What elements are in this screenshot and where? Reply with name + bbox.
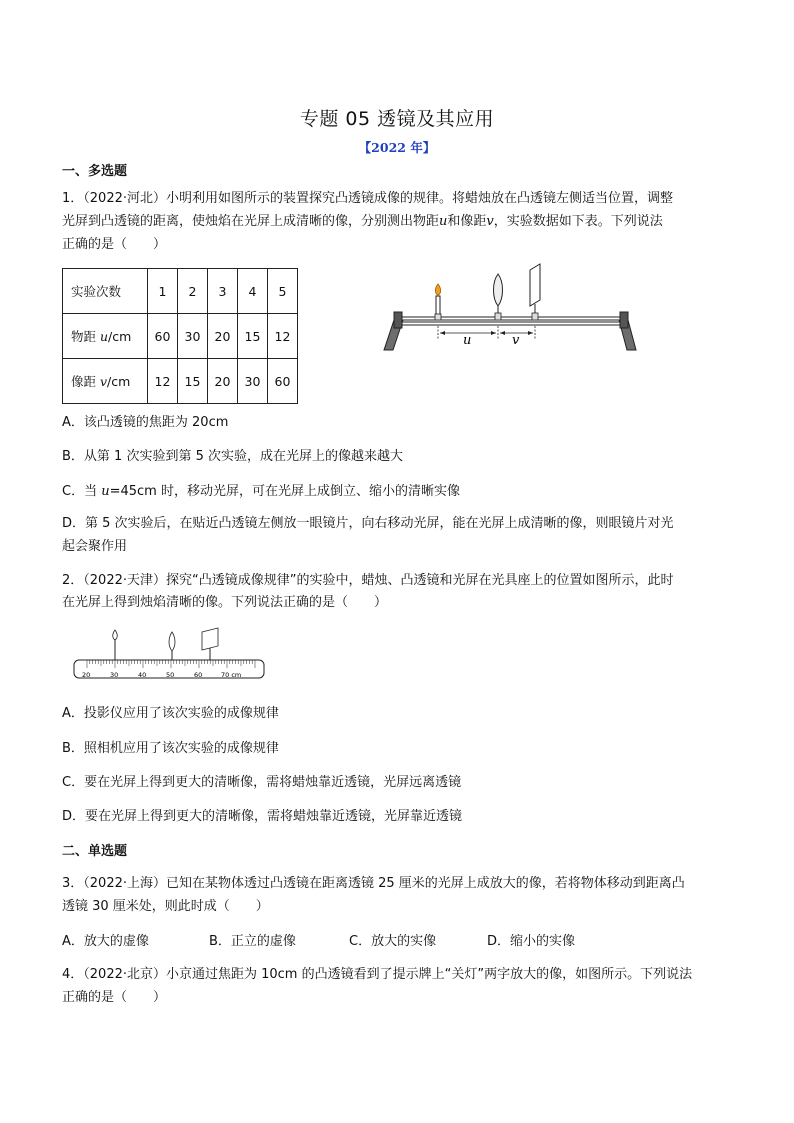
- option-text: C．当: [62, 484, 102, 499]
- page-title: 专题 05 透镜及其应用: [299, 108, 495, 130]
- bench-rail: [402, 322, 620, 325]
- table-cell: 30: [238, 359, 268, 404]
- q1-data-table: [62, 268, 298, 404]
- table-cell: 20: [208, 359, 238, 404]
- option-text: D．第 5 次实验后，在贴近凸透镜左侧放一眼镜片，向右移动光屏，能在光屏上成清晰的像，则眼镜片对光: [62, 516, 674, 531]
- table-cell: 60: [268, 359, 298, 404]
- table-cell: 15: [238, 314, 268, 359]
- table-cell: 3: [208, 269, 238, 314]
- table-cell: 60: [148, 314, 178, 359]
- table-cell: 2: [178, 269, 208, 314]
- q1-option-d-cont: 起会聚作用: [62, 539, 128, 554]
- light-screen-icon: [530, 264, 540, 320]
- q2-stem-line2: 在光屏上得到烛焰清晰的像。下列说法正确的是（ ）: [62, 595, 388, 610]
- q1-stem-text: 光屏到凸透镜的距离，使烛焰在光屏上成清晰的像，分别测出物距: [62, 214, 440, 229]
- q3-option-c[interactable]: C．放大的实像: [349, 934, 437, 949]
- optical-bench-figure: [378, 258, 644, 354]
- q2-option-c[interactable]: C．要在光屏上得到更大的清晰像，需将蜡烛靠近透镜，光屏远离透镜: [62, 775, 462, 790]
- unit-text: /cm: [107, 374, 131, 389]
- q2-option-a[interactable]: A．投影仪应用了该次实验的成像规律: [62, 706, 279, 721]
- q1-stem-text-end: ，实验数据如下表。下列说法: [493, 214, 663, 229]
- table-header-cell: [63, 359, 148, 404]
- q2-option-b[interactable]: B．照相机应用了该次实验的成像规律: [62, 741, 279, 756]
- table-row-object-distance: [63, 314, 298, 359]
- ruler-label: 40: [138, 671, 147, 679]
- q3-stem-line1: 3．（2022·上海）已知在某物体透过凸透镜在距离透镜 25 厘米的光屏上成放大的像，若将物体移动到距离凸: [62, 876, 685, 891]
- light-screen-icon: [202, 628, 218, 660]
- q4-stem-line1: 4．（2022·北京）小京通过焦距为 10cm 的凸透镜看到了提示牌上“关灯”两字放大的像，如图所示。下列说法: [62, 967, 693, 982]
- optical-bench-ruler-figure: [72, 624, 268, 682]
- table-cell: 1: [148, 269, 178, 314]
- table-cell: 4: [238, 269, 268, 314]
- ruler-label: 70 cm: [221, 671, 242, 679]
- candle-icon: [113, 630, 118, 660]
- label-text: 物距: [71, 329, 100, 344]
- q1-option-a[interactable]: A．该凸透镜的焦距为 20cm: [62, 415, 229, 430]
- q3-options-row: [62, 930, 734, 949]
- candle-icon: [435, 284, 441, 320]
- table-row-trials: [63, 269, 298, 314]
- q1-stem-line2: [62, 210, 734, 233]
- section-heading-single-choice: 二、单选题: [62, 844, 128, 859]
- label-text: 像距: [71, 374, 100, 389]
- table-cell: 30: [178, 314, 208, 359]
- option-text: =45cm 时，移动光屏，可在光屏上成倒立、缩小的清晰实像: [109, 484, 460, 499]
- table-cell: 5: [268, 269, 298, 314]
- q1-stem-line1: 1．（2022·河北）小明利用如图所示的装置探究凸透镜成像的规律。将蜡烛放在凸透镜左侧适当位置，调整: [62, 191, 673, 206]
- ruler-label: 60: [194, 671, 203, 679]
- bench-right-post: [620, 312, 628, 328]
- convex-lens-icon: [494, 274, 503, 320]
- var-u: u: [439, 214, 448, 229]
- table-cell: 15: [178, 359, 208, 404]
- table-cell: 20: [208, 314, 238, 359]
- label-u: u: [463, 333, 472, 348]
- q3-option-b[interactable]: B．正立的虚像: [209, 934, 296, 949]
- unit-text: /cm: [108, 329, 132, 344]
- q1-option-c[interactable]: [62, 480, 460, 499]
- convex-lens-icon: [169, 632, 175, 660]
- ruler-label: 50: [166, 671, 175, 679]
- q3-option-d[interactable]: D．缩小的实像: [487, 934, 576, 949]
- q1-option-d[interactable]: [62, 512, 734, 535]
- label-v: v: [512, 333, 520, 348]
- var-v: v: [486, 214, 494, 229]
- var-v: v: [99, 374, 108, 389]
- section-heading-multi-choice: 一、多选题: [62, 164, 128, 179]
- q1-stem-line3: 正确的是（ ）: [62, 237, 167, 252]
- year-tag: 【2022 年】: [358, 140, 436, 155]
- table-cell: 12: [268, 314, 298, 359]
- q3-option-a[interactable]: A．放大的虚像: [62, 934, 149, 949]
- q1-option-b[interactable]: B．从第 1 次实验到第 5 次实验，成在光屏上的像越来越大: [62, 449, 403, 464]
- table-header-cell: 实验次数: [63, 269, 148, 314]
- q2-option-d[interactable]: D．要在光屏上得到更大的清晰像，需将蜡烛靠近透镜，光屏靠近透镜: [62, 809, 463, 824]
- var-u: u: [101, 484, 110, 499]
- ruler-label: 20: [82, 671, 91, 679]
- q4-stem-line2: 正确的是（ ）: [62, 990, 167, 1005]
- table-row-image-distance: [63, 359, 298, 404]
- var-u: u: [99, 329, 109, 344]
- q3-stem-line2: 透镜 30 厘米处，则此时成（ ）: [62, 899, 269, 914]
- ruler-label: 30: [110, 671, 119, 679]
- table-header-cell: [63, 314, 148, 359]
- q1-stem-text-mid: 和像距: [447, 214, 487, 229]
- q2-stem-line1: 2．（2022·天津）探究“凸透镜成像规律”的实验中，蜡烛、凸透镜和光屏在光具座上的位置如图所示，此时: [62, 573, 674, 588]
- bench-left-post: [394, 312, 402, 328]
- table-cell: 12: [148, 359, 178, 404]
